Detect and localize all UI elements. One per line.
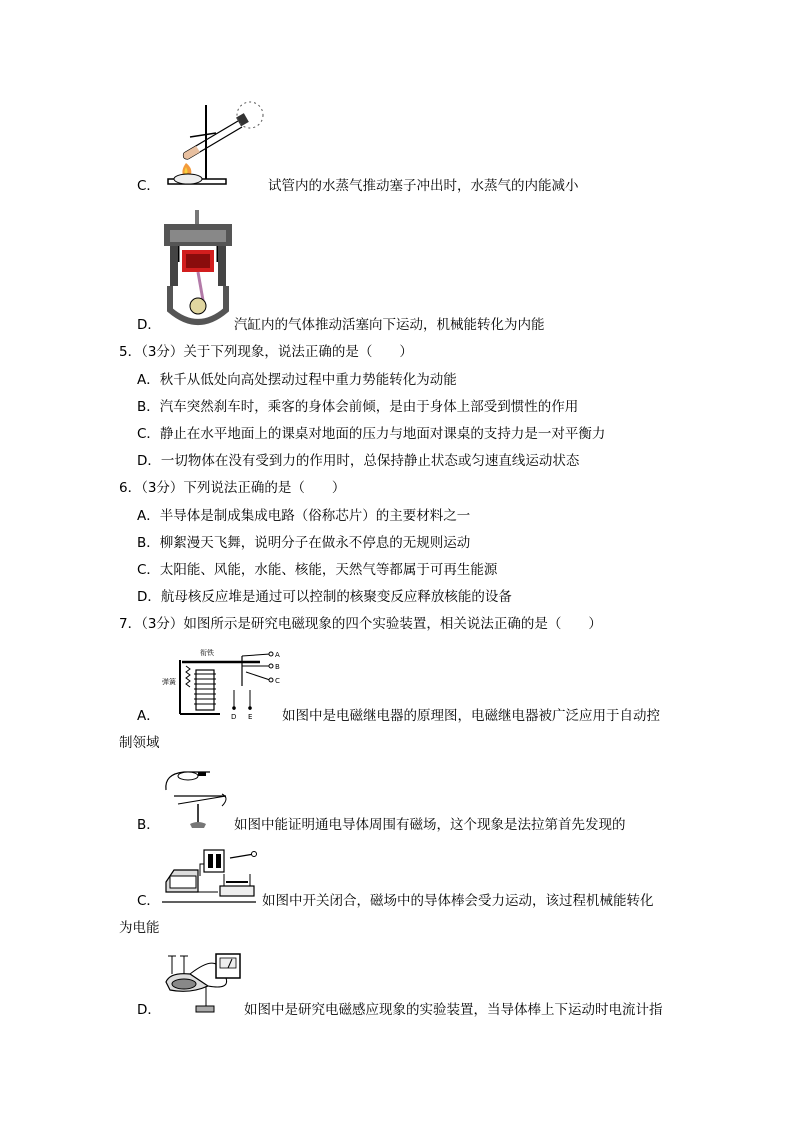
q6-option-b: B．柳絮漫天飞舞，说明分子在做永不停息的无规则运动 (137, 535, 471, 551)
q7-option-c-text-2: 为电能 (119, 920, 160, 936)
relay-label-d: D (231, 713, 237, 720)
q5-option-c: C．静止在水平地面上的课桌对地面的压力与地面对课桌的支持力是一对平衡力 (137, 426, 606, 442)
q4-option-c-text: 试管内的水蒸气推动塞子冲出时，水蒸气的内能减小 (268, 178, 579, 194)
q5-stem: 5．（3分）关于下列现象，说法正确的是（ ） (119, 344, 413, 360)
q6-option-d: D．航母核反应堆是通过可以控制的核聚变反应释放核能的设备 (137, 589, 512, 605)
q7-option-b-letter: B． (137, 817, 160, 833)
relay-label-c: C (275, 677, 280, 685)
relay-figure (160, 646, 285, 720)
q7-option-a-letter: A． (137, 708, 160, 724)
q7-option-a-text-1: 如图中是电磁继电器的原理图，电磁继电器被广泛应用于自动控 (282, 708, 660, 724)
relay-label-armature: 衔铁 (200, 649, 214, 657)
q7-option-b-text: 如图中能证明通电导体周围有磁场，这个现象是法拉第首先发现的 (234, 817, 626, 833)
q4-option-d-letter: D． (137, 317, 161, 333)
relay-label-a: A (275, 651, 280, 659)
engine-cylinder-figure (160, 210, 235, 330)
q6-option-a: A．半导体是制成集成电路（俗称芯片）的主要材料之一 (137, 508, 471, 524)
test-tube-steam-figure (160, 97, 265, 192)
q7-option-c-text-1: 如图中开关闭合，磁场中的导体棒会受力运动，该过程机械能转化 (262, 893, 654, 909)
q6-option-c: C．太阳能、风能，水能、核能，天然气等都属于可再生能源 (137, 562, 498, 578)
oersted-figure (160, 766, 235, 830)
q7-stem: 7．（3分）如图所示是研究电磁现象的四个实验装置，相关说法正确的是（ ） (119, 616, 602, 632)
q5-option-a: A．秋千从低处向高处摆动过程中重力势能转化为动能 (137, 372, 457, 388)
q7-option-d-letter: D． (137, 1002, 161, 1018)
q6-stem: 6．（3分）下列说法正确的是（ ） (119, 480, 346, 496)
q5-option-b: B．汽车突然刹车时，乘客的身体会前倾，是由于身体上部受到惯性的作用 (137, 399, 579, 415)
q4-option-c-letter: C． (137, 178, 160, 194)
q4-option-d-text: 汽缸内的气体推动活塞向下运动，机械能转化为内能 (234, 317, 545, 333)
motor-experiment-figure (160, 846, 262, 910)
q7-option-d-text: 如图中是研究电磁感应现象的实验装置，当导体棒上下运动时电流计指 (244, 1002, 663, 1018)
q7-option-c-letter: C． (137, 893, 160, 909)
relay-label-e: E (248, 713, 253, 720)
relay-label-b: B (275, 663, 280, 671)
induction-experiment-figure (160, 950, 245, 1016)
q7-option-a-text-2: 制领域 (119, 735, 160, 751)
relay-label-spring: 弹簧 (162, 678, 176, 686)
q5-option-d: D．一切物体在没有受到力的作用时，总保持静止状态或匀速直线运动状态 (137, 453, 580, 469)
